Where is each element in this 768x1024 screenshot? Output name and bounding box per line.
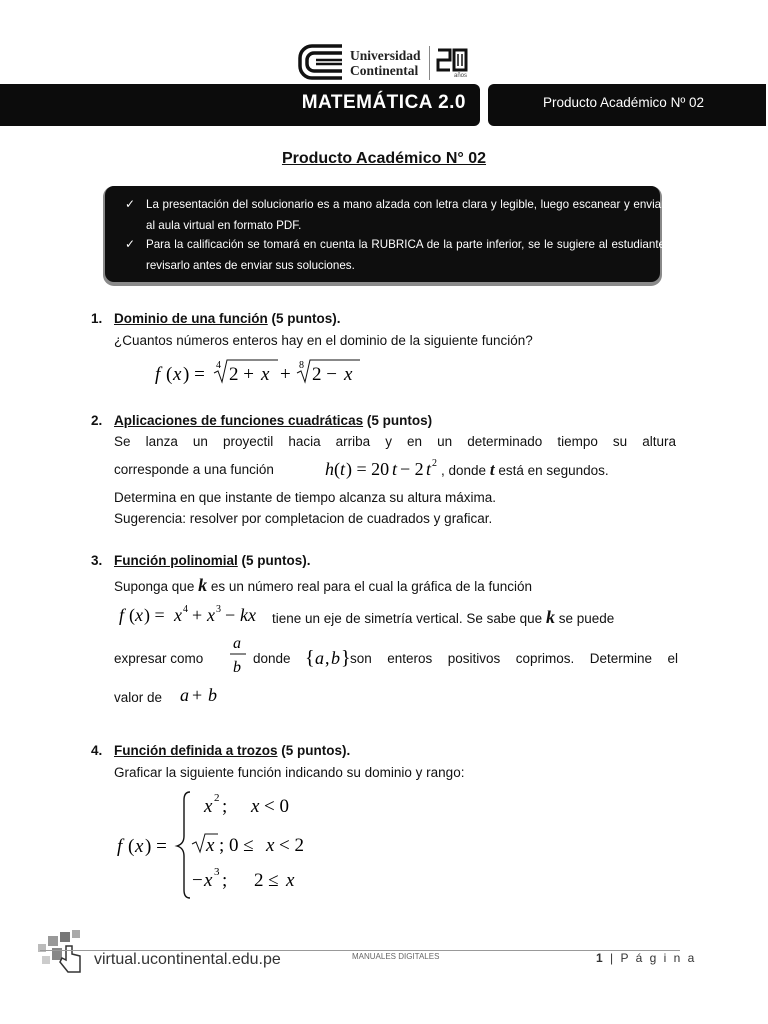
svg-text:(: (	[129, 605, 135, 625]
svg-text:x: x	[266, 835, 275, 856]
svg-text:x: x	[207, 605, 215, 625]
svg-text:3: 3	[216, 604, 221, 615]
svg-text:x: x	[251, 796, 260, 817]
question-heading	[114, 413, 432, 428]
product-label: Producto Académico Nº 02	[543, 95, 705, 110]
set-ab	[305, 645, 351, 671]
svg-text:x: x	[135, 605, 143, 625]
formula-q3	[116, 600, 272, 628]
svg-text:x: x	[206, 835, 215, 856]
svg-text:3: 3	[214, 866, 220, 878]
question-points: (5 puntos)	[241, 553, 307, 568]
course-title: MATEMÁTICA 2.0	[301, 92, 466, 113]
question-text: son enteros positivos coprimos. Determine el	[350, 651, 678, 666]
svg-text:b: b	[331, 648, 340, 668]
instruction-text: Para la calificación se tomará en cuenta la RUBRICA de la parte inferior, se le sugiere al estudiante revisarlo antes de enviar sus soluciones.	[146, 238, 665, 272]
instruction-item	[125, 194, 665, 236]
question-title: Aplicaciones de funciones cuadráticas	[114, 413, 364, 428]
svg-text:; 0 ≤: ; 0 ≤	[219, 835, 254, 856]
svg-text:f: f	[155, 364, 161, 385]
svg-text:2: 2	[214, 792, 220, 804]
svg-text:;: ;	[222, 796, 228, 817]
page-title: Producto Académico N° 02	[281, 150, 487, 167]
question-text: Sugerencia: resolver por completacion de cuadrados y graficar.	[114, 511, 493, 526]
formula-q2	[322, 455, 444, 483]
fraction-a-over-b	[226, 632, 250, 678]
manuales-badge: MANUALES DIGITALES	[352, 952, 440, 961]
svg-text:) =: ) =	[144, 605, 165, 625]
svg-text:f: f	[117, 836, 123, 857]
question-number: 1.	[91, 311, 103, 326]
question-title: Función definida a trozos	[114, 743, 278, 758]
question-text: , donde t está en segundos.	[441, 460, 609, 479]
text-segment: , donde	[441, 463, 487, 478]
question-number: 3.	[91, 553, 103, 568]
instruction-text: La presentación del solucionario es a mano alzada con letra clara y legible, luego escanear y enviar al aula virtual en formato PDF.	[146, 198, 665, 232]
formula-q1	[150, 355, 370, 387]
text-segment: está en segundos.	[498, 463, 609, 478]
svg-text:t: t	[340, 459, 346, 479]
svg-text:x: x	[174, 605, 182, 625]
svg-text:b: b	[208, 685, 217, 705]
svg-text:a: a	[180, 685, 189, 705]
svg-text:2: 2	[432, 458, 437, 469]
university-logo	[298, 44, 473, 84]
svg-text:4: 4	[216, 360, 221, 371]
question-text	[114, 459, 274, 481]
continental-logo-icon	[298, 44, 344, 80]
question-text: tiene un eje de simetría vertical. Se sabe que k se puede	[272, 607, 615, 627]
course-banner	[0, 84, 480, 126]
svg-text:+: +	[280, 364, 291, 385]
logo-divider	[429, 46, 430, 80]
svg-text:) = 20: ) = 20	[346, 459, 390, 479]
question-points: (5 puntos)	[281, 743, 347, 758]
svg-text:2 −: 2 −	[312, 364, 337, 385]
formula-a-plus-b	[177, 682, 229, 708]
question-heading: Función polinomial (5 puntos).	[114, 553, 311, 568]
svg-text:;: ;	[222, 870, 228, 891]
question-text: Se lanza un proyectil hacia arriba y en un determinado tiempo su altura	[114, 434, 676, 449]
text-segment: Suponga que	[114, 579, 195, 594]
svg-text:b: b	[233, 659, 241, 676]
svg-text:< 2: < 2	[279, 835, 304, 856]
question-points: (5 puntos)	[271, 311, 337, 326]
svg-text:x: x	[261, 364, 270, 385]
question-points: (5 puntos)	[366, 413, 433, 428]
svg-text:2 ≤: 2 ≤	[254, 870, 279, 891]
text-segment: es un número real para el cual la gráfica de la función	[210, 579, 533, 594]
svg-text:(: (	[334, 459, 340, 479]
svg-text:kx: kx	[240, 605, 256, 625]
question-text: Determina en que instante de tiempo alcanza su altura máxima.	[114, 490, 496, 505]
question-title: Función polinomial	[114, 553, 238, 568]
svg-text:(: (	[128, 836, 135, 857]
svg-text:a: a	[315, 648, 324, 668]
svg-text:t: t	[392, 459, 398, 479]
svg-text:− 2: − 2	[400, 459, 424, 479]
question-text: expresar como	[114, 651, 204, 666]
svg-text:8: 8	[299, 360, 304, 371]
svg-text:−: −	[225, 605, 236, 625]
question-text: ¿Cuantos números enteros hay en el dominio de la siguiente función?	[114, 333, 533, 348]
svg-text:h: h	[325, 459, 334, 479]
svg-text:t: t	[426, 459, 432, 479]
svg-text:(: (	[166, 364, 173, 385]
question-heading: Dominio de una función (5 puntos).	[114, 311, 341, 326]
page-number: 1	[596, 951, 605, 965]
product-banner	[488, 84, 766, 126]
text-segment: tiene un eje de simetría vertical. Se sabe que	[272, 611, 543, 626]
svg-text:x: x	[204, 870, 213, 891]
text-segment: se puede	[558, 611, 615, 626]
anniversary-sub: años	[454, 73, 468, 79]
university-line2: Continental	[350, 63, 419, 78]
question-title: Dominio de una función	[114, 311, 268, 326]
question-text: Graficar la siguiente función indicando su dominio y rango:	[114, 765, 465, 780]
svg-text:x: x	[344, 364, 353, 385]
question-text: Suponga que k es un número real para el cual la gráfica de la función	[114, 575, 533, 595]
svg-text:< 0: < 0	[264, 796, 289, 817]
svg-text:4: 4	[183, 604, 188, 615]
svg-text:+: +	[192, 685, 203, 705]
question-number: 4.	[91, 743, 103, 758]
svg-text:x: x	[173, 364, 182, 385]
svg-text:}: }	[341, 647, 351, 669]
svg-text:{: {	[305, 647, 315, 669]
svg-text:−: −	[192, 870, 203, 891]
question-text: donde	[253, 651, 291, 666]
university-line1: Universidad	[350, 48, 421, 63]
question-text: valor de	[114, 690, 163, 705]
svg-text:+: +	[192, 605, 203, 625]
svg-text:) =: ) =	[183, 364, 205, 385]
pointer-hand-icon	[38, 930, 88, 974]
question-heading: Función definida a trozos (5 puntos).	[114, 743, 351, 758]
svg-text:x: x	[135, 836, 144, 857]
svg-text:x: x	[204, 796, 213, 817]
checkmark-icon: ✓	[125, 197, 136, 211]
svg-text:,: ,	[325, 648, 330, 668]
page-word: | P á g i n a	[610, 951, 697, 965]
page-indicator	[596, 951, 696, 965]
svg-text:a: a	[233, 635, 241, 652]
footer-site-link[interactable]: virtual.ucontinental.edu.pe	[94, 951, 281, 968]
formula-piecewise	[114, 786, 324, 902]
svg-text:f: f	[119, 605, 125, 625]
question-number: 2.	[91, 413, 103, 428]
text-segment: corresponde a una función	[114, 462, 274, 477]
instruction-item	[125, 234, 665, 276]
svg-text:2 +: 2 +	[229, 364, 254, 385]
svg-text:x: x	[286, 870, 295, 891]
checkmark-icon: ✓	[125, 237, 136, 251]
instructions-box	[105, 186, 665, 282]
svg-text:) =: ) =	[145, 836, 167, 857]
